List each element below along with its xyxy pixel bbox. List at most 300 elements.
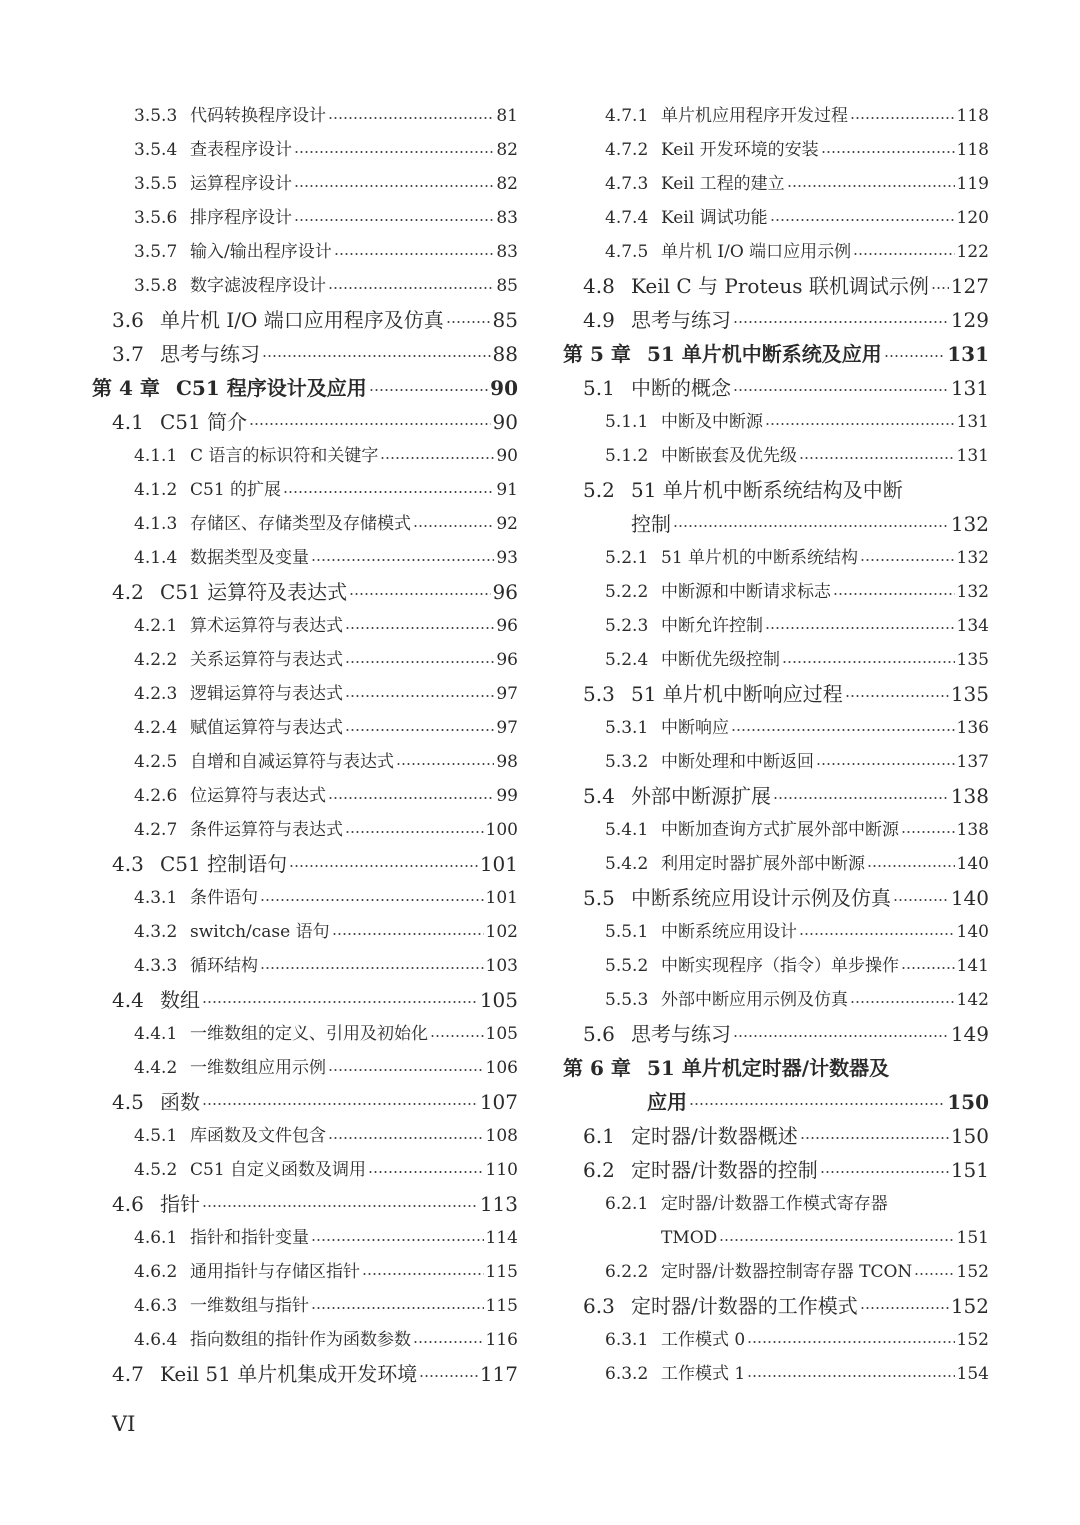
toc-entry-page: 131 [950, 376, 989, 400]
dot-leader [731, 727, 955, 733]
toc-entry [92, 1187, 518, 1221]
toc-entry-page: 90 [490, 376, 518, 400]
toc-entry-title: 指针和指针变量 [190, 1228, 309, 1248]
dot-leader [294, 217, 494, 223]
toc-entry-page: 140 [956, 854, 989, 874]
toc-entry [92, 745, 518, 779]
toc-entry-page: 131 [947, 342, 989, 366]
dot-leader [860, 1305, 949, 1311]
toc-entry-number: 4.5 [112, 1090, 144, 1114]
dot-leader [845, 693, 949, 699]
toc-entry-page: 101 [479, 852, 518, 876]
toc-entry [563, 541, 989, 575]
toc-entry-title: 循环结构 [190, 956, 258, 976]
toc-entry [92, 813, 518, 847]
dot-leader [262, 353, 491, 359]
toc-entry-title: 定时器/计数器的控制 [631, 1158, 818, 1182]
toc-entry-title: C51 程序设计及应用 [176, 376, 367, 400]
toc-entry-page: 149 [950, 1022, 989, 1046]
toc-entry [92, 983, 518, 1017]
toc-entry-title: 一维数组应用示例 [190, 1058, 326, 1078]
toc-entry-page: 140 [956, 922, 989, 942]
toc-entry-number: 3.5.7 [134, 242, 178, 262]
toc-entry-title: 库函数及文件包含 [190, 1126, 326, 1146]
toc-entry-number: 5.3.1 [605, 718, 649, 738]
dot-leader [816, 761, 955, 767]
toc-entry-title: 查表程序设计 [190, 140, 292, 160]
toc-entry-number: 6.3 [583, 1294, 615, 1318]
toc-entry [563, 813, 989, 847]
toc-entry [92, 949, 518, 983]
dot-leader [311, 1305, 484, 1311]
dot-leader [833, 591, 955, 597]
toc-entry [92, 1085, 518, 1119]
toc-entry [563, 1221, 989, 1255]
dot-leader [787, 183, 955, 189]
toc-entry-page: 116 [485, 1330, 518, 1350]
toc-entry [92, 609, 518, 643]
toc-entry-number: 4.6 [112, 1192, 144, 1216]
dot-leader [820, 1169, 949, 1175]
toc-entry-number: 4.2.4 [134, 718, 178, 738]
toc-entry [563, 881, 989, 915]
toc-entry-title: 条件运算符与表达式 [190, 820, 343, 840]
toc-entry [92, 1017, 518, 1051]
toc-entry-page: 113 [479, 1192, 518, 1216]
toc-entry-number: 5.4.2 [605, 854, 649, 874]
toc-entry-number: 4.3.2 [134, 922, 178, 942]
dot-leader [294, 183, 494, 189]
dot-leader [311, 1237, 484, 1243]
toc-entry-title: 中断嵌套及优先级 [661, 446, 797, 466]
toc-entry-page: 132 [956, 582, 989, 602]
toc-entry-page: 90 [496, 446, 518, 466]
toc-entry-title: 51 单片机中断系统及应用 [647, 342, 882, 366]
toc-entry [92, 337, 518, 371]
dot-leader [328, 795, 494, 801]
toc-entry-number: 4.4 [112, 988, 144, 1012]
toc-entry [563, 473, 989, 507]
toc-entry-title: 关系运算符与表达式 [190, 650, 343, 670]
toc-entry-number: 4.2 [112, 580, 144, 604]
toc-entry [563, 507, 989, 541]
toc-entry-title: 中断允许控制 [661, 616, 763, 636]
toc-entry-page: 135 [950, 682, 989, 706]
toc-entry-number: 3.5.4 [134, 140, 178, 160]
toc-entry-title: TMOD [661, 1228, 718, 1248]
toc-entry-title: 运算程序设计 [190, 174, 292, 194]
toc-entry-title: 中断响应 [661, 718, 729, 738]
toc-entry-title: 数据类型及变量 [190, 548, 309, 568]
toc-entry-number: 5.3.2 [605, 752, 649, 772]
toc-entry [92, 1323, 518, 1357]
dot-leader [850, 999, 955, 1005]
toc-entry-number: 5.5.1 [605, 922, 649, 942]
toc-entry [92, 473, 518, 507]
dot-leader [328, 1135, 484, 1141]
toc-entry-number: 5.6 [583, 1022, 615, 1046]
toc-entry [563, 779, 989, 813]
toc-entry-number: 4.3.3 [134, 956, 178, 976]
toc-entry-page: 96 [496, 616, 518, 636]
toc-entry [92, 167, 518, 201]
toc-entry-page: 150 [947, 1090, 989, 1114]
toc-entry-number: 3.5.5 [134, 174, 178, 194]
toc-entry [563, 949, 989, 983]
toc-entry-title: 工作模式 1 [661, 1364, 746, 1384]
toc-entry [563, 1323, 989, 1357]
toc-entry-page: 97 [496, 718, 518, 738]
toc-entry-page: 131 [956, 412, 989, 432]
toc-entry-title: 输入/输出程序设计 [190, 242, 332, 262]
toc-entry-title: 代码转换程序设计 [190, 106, 326, 126]
toc-entry-page: 138 [956, 820, 989, 840]
toc-entry-title: 逻辑运算符与表达式 [190, 684, 343, 704]
toc-entry-title: 定时器/计数器控制寄存器 TCON [661, 1262, 913, 1282]
dot-leader [368, 1169, 484, 1175]
dot-leader [260, 897, 484, 903]
toc-entry-page: 83 [496, 242, 518, 262]
toc-entry-number: 5.3 [583, 682, 615, 706]
dot-leader [860, 557, 955, 563]
toc-entry-number: 4.6.1 [134, 1228, 178, 1248]
toc-entry-title: 中断优先级控制 [661, 650, 780, 670]
toc-entry-page: 105 [479, 988, 518, 1012]
toc-entry-number: 4.3.1 [134, 888, 178, 908]
toc-entry [92, 541, 518, 575]
toc-entry-number: 6.2.2 [605, 1262, 649, 1282]
toc-entry-page: 132 [950, 512, 989, 536]
toc-entry-number: 4.6.3 [134, 1296, 178, 1316]
toc-entry-title: C51 自定义函数及调用 [190, 1160, 367, 1180]
toc-entry [563, 677, 989, 711]
toc-entry-title: Keil 工程的建立 [661, 174, 785, 194]
toc-entry-title: 条件语句 [190, 888, 258, 908]
toc-entry-title: 中断加查询方式扩展外部中断源 [661, 820, 899, 840]
toc-entry-page: 82 [496, 174, 518, 194]
dot-leader [328, 115, 494, 121]
toc-entry-title: 算术运算符与表达式 [190, 616, 343, 636]
toc-entry [563, 269, 989, 303]
dot-leader [345, 693, 494, 699]
dot-leader [850, 115, 955, 121]
toc-entry-number: 第 4 章 [92, 376, 160, 400]
toc-entry-page: 142 [956, 990, 989, 1010]
toc-entry-page: 129 [950, 308, 989, 332]
toc-entry-title: 51 单片机中断系统结构及中断 [631, 478, 903, 502]
toc-entry [92, 371, 518, 405]
toc-entry-number: 4.1.4 [134, 548, 178, 568]
dot-leader [202, 1101, 478, 1107]
toc-entry-number: 6.3.2 [605, 1364, 649, 1384]
toc-entry [563, 847, 989, 881]
toc-entry-number: 5.5.3 [605, 990, 649, 1010]
toc-entry-title: 指针 [160, 1192, 200, 1216]
toc-entry [563, 201, 989, 235]
toc-entry-title: 定时器/计数器的工作模式 [631, 1294, 858, 1318]
toc-entry [563, 99, 989, 133]
toc-entry-number: 5.5.2 [605, 956, 649, 976]
toc-entry-page: 82 [496, 140, 518, 160]
toc-entry-title: 中断及中断源 [661, 412, 763, 432]
toc-entry-page: 100 [485, 820, 518, 840]
toc-entry-page: 114 [485, 1228, 518, 1248]
toc-entry-title: 51 单片机中断响应过程 [631, 682, 843, 706]
toc-entry-number: 5.2.3 [605, 616, 649, 636]
toc-entry-number: 3.6 [112, 308, 144, 332]
toc-entry-title: 工作模式 0 [661, 1330, 746, 1350]
dot-leader [673, 523, 949, 529]
dot-leader [311, 557, 494, 563]
toc-entry-title: 51 单片机的中断系统结构 [661, 548, 859, 568]
toc-entry-page: 105 [485, 1024, 518, 1044]
toc-entry [92, 1289, 518, 1323]
toc-entry-number: 4.5.2 [134, 1160, 178, 1180]
toc-entry [92, 915, 518, 949]
toc-entry-page: 88 [492, 342, 518, 366]
toc-entry [563, 1289, 989, 1323]
toc-entry [92, 1119, 518, 1153]
dot-leader [867, 863, 955, 869]
toc-entry-page: 150 [950, 1124, 989, 1148]
toc-entry [92, 1153, 518, 1187]
toc-entry-page: 93 [496, 548, 518, 568]
toc-right-column [563, 99, 989, 1391]
toc-entry-number: 4.7 [112, 1362, 144, 1386]
toc-entry-number: 3.5.3 [134, 106, 178, 126]
toc-entry-number: 4.7.3 [605, 174, 649, 194]
dot-leader [202, 1203, 478, 1209]
toc-entry [563, 133, 989, 167]
dot-leader [689, 1101, 945, 1107]
toc-entry [92, 847, 518, 881]
toc-entry [563, 983, 989, 1017]
toc-entry-number: 4.9 [583, 308, 615, 332]
toc-entry-number: 5.1.1 [605, 412, 649, 432]
dot-leader [901, 965, 955, 971]
toc-entry-title: 中断系统应用设计 [661, 922, 797, 942]
toc-entry-title: 自增和自减运算符与表达式 [190, 752, 394, 772]
dot-leader [294, 149, 494, 155]
toc-entry-page: 107 [479, 1090, 518, 1114]
toc-entry [563, 1085, 989, 1119]
toc-entry-title: 控制 [631, 512, 671, 536]
dot-leader [345, 625, 494, 631]
dot-leader [765, 421, 955, 427]
dot-leader [332, 931, 484, 937]
toc-entry-title: 赋值运算符与表达式 [190, 718, 343, 738]
toc-entry-title: 外部中断应用示例及仿真 [661, 990, 848, 1010]
toc-entry-title: 思考与练习 [160, 342, 260, 366]
toc-entry-title: Keil C 与 Proteus 联机调试示例 [631, 274, 929, 298]
toc-entry-number: 4.1.1 [134, 446, 178, 466]
toc-entry-page: 96 [492, 580, 518, 604]
toc-entry-title: 一维数组的定义、引用及初始化 [190, 1024, 428, 1044]
toc-entry-page: 96 [496, 650, 518, 670]
toc-entry-page: 141 [956, 956, 989, 976]
toc-entry-page: 152 [956, 1330, 989, 1350]
toc-entry [563, 439, 989, 473]
dot-leader [289, 863, 478, 869]
toc-entry [92, 1357, 518, 1391]
dot-leader [747, 1339, 954, 1345]
toc-entry-number: 5.2.1 [605, 548, 649, 568]
toc-entry-page: 120 [956, 208, 989, 228]
toc-entry [563, 575, 989, 609]
toc-entry [563, 1051, 989, 1085]
toc-entry-title: C51 的扩展 [190, 480, 282, 500]
dot-leader [283, 489, 494, 495]
toc-entry [92, 133, 518, 167]
toc-entry-page: 115 [485, 1262, 518, 1282]
toc-entry-page: 85 [492, 308, 518, 332]
toc-entry-page: 136 [956, 718, 989, 738]
toc-entry [563, 337, 989, 371]
toc-entry-page: 119 [956, 174, 989, 194]
dot-leader [719, 1237, 954, 1243]
toc-entry-number: 4.1 [112, 410, 144, 434]
toc-entry-page: 81 [496, 106, 518, 126]
toc-entry-title: 数组 [160, 988, 200, 1012]
toc-entry-title: 指向数组的指针作为函数参数 [190, 1330, 411, 1350]
toc-entry-title: switch/case 语句 [190, 922, 330, 942]
toc-entry-number: 4.2.7 [134, 820, 178, 840]
toc-entry [92, 507, 518, 541]
toc-entry [92, 405, 518, 439]
toc-entry-number: 4.7.4 [605, 208, 649, 228]
toc-entry [92, 677, 518, 711]
toc-entry-title: C51 简介 [160, 410, 248, 434]
toc-entry-number: 5.2 [583, 478, 615, 502]
dot-leader [362, 1271, 484, 1277]
toc-entry-title: 数字滤波程序设计 [190, 276, 326, 296]
toc-entry-number: 3.5.8 [134, 276, 178, 296]
toc-entry-title: 位运算符与表达式 [190, 786, 326, 806]
toc-entry-title: 利用定时器扩展外部中断源 [661, 854, 865, 874]
toc-entry-title: 单片机 I/O 端口应用程序及仿真 [160, 308, 444, 332]
toc-entry [563, 1119, 989, 1153]
dot-leader [799, 455, 955, 461]
dot-leader [419, 1373, 478, 1379]
toc-entry-number: 4.2.6 [134, 786, 178, 806]
dot-leader [901, 829, 955, 835]
dot-leader [202, 999, 478, 1005]
toc-entry-page: 108 [485, 1126, 518, 1146]
toc-entry-number: 4.2.5 [134, 752, 178, 772]
toc-entry-page: 122 [956, 242, 989, 262]
toc-entry-number: 6.2.1 [605, 1194, 649, 1214]
dot-leader [396, 761, 494, 767]
toc-entry-number: 5.4 [583, 784, 615, 808]
toc-entry [563, 711, 989, 745]
toc-entry-page: 154 [956, 1364, 989, 1384]
toc-entry [563, 1017, 989, 1051]
toc-entry-number: 5.1.2 [605, 446, 649, 466]
toc-entry-number: 4.6.2 [134, 1262, 178, 1282]
dot-leader [799, 931, 955, 937]
toc-entry [92, 235, 518, 269]
toc-entry-number: 3.7 [112, 342, 144, 366]
toc-entry-page: 152 [956, 1262, 989, 1282]
toc-entry [92, 439, 518, 473]
dot-leader [345, 727, 494, 733]
toc-entry [563, 235, 989, 269]
toc-entry-number: 5.1 [583, 376, 615, 400]
toc-entry-page: 118 [956, 140, 989, 160]
toc-entry-page: 134 [956, 616, 989, 636]
toc-entry-number: 4.7.5 [605, 242, 649, 262]
toc-entry-title: C51 运算符及表达式 [160, 580, 348, 604]
dot-leader [773, 795, 949, 801]
dot-leader [733, 319, 949, 325]
toc-entry-number: 6.2 [583, 1158, 615, 1182]
toc-entry-number: 第 6 章 [563, 1056, 631, 1080]
toc-entry-page: 101 [485, 888, 518, 908]
toc-entry-page: 132 [956, 548, 989, 568]
toc-entry-title: Keil 开发环境的安装 [661, 140, 819, 160]
toc-entry [92, 1051, 518, 1085]
dot-leader [853, 251, 954, 257]
toc-entry-page: 117 [479, 1362, 518, 1386]
toc-entry [563, 405, 989, 439]
toc-entry-number: 4.5.1 [134, 1126, 178, 1146]
toc-entry-number: 第 5 章 [563, 342, 631, 366]
toc-entry-title: 中断源和中断请求标志 [661, 582, 831, 602]
toc-entry-title: 外部中断源扩展 [631, 784, 771, 808]
toc-entry-number: 4.1.2 [134, 480, 178, 500]
toc-entry-page: 110 [485, 1160, 518, 1180]
toc-entry [563, 167, 989, 201]
toc-entry-page: 140 [950, 886, 989, 910]
toc-entry [563, 745, 989, 779]
toc-entry-title: 定时器/计数器概述 [631, 1124, 798, 1148]
toc-entry-number: 4.8 [583, 274, 615, 298]
toc-entry-page: 103 [485, 956, 518, 976]
dot-leader [733, 387, 949, 393]
toc-entry-title: 排序程序设计 [190, 208, 292, 228]
toc-entry [92, 201, 518, 235]
dot-leader [334, 251, 495, 257]
dot-leader [349, 591, 490, 597]
dot-leader [893, 897, 949, 903]
toc-entry-number: 4.4.1 [134, 1024, 178, 1044]
toc-entry-number: 4.3 [112, 852, 144, 876]
toc-left-column [92, 99, 518, 1391]
toc-entry-number: 6.3.1 [605, 1330, 649, 1350]
dot-leader [380, 455, 494, 461]
dot-leader [770, 217, 955, 223]
dot-leader [931, 285, 949, 291]
toc-entry-title: 存储区、存储类型及存储模式 [190, 514, 411, 534]
toc-entry [92, 643, 518, 677]
toc-entry-page: 92 [496, 514, 518, 534]
toc-entry-number: 3.5.6 [134, 208, 178, 228]
toc-entry-page: 90 [492, 410, 518, 434]
toc-entry-page: 85 [496, 276, 518, 296]
toc-entry-number: 4.7.2 [605, 140, 649, 160]
toc-entry [92, 711, 518, 745]
dot-leader [328, 285, 494, 291]
toc-entry-page: 152 [950, 1294, 989, 1318]
toc-entry-number: 5.2.2 [605, 582, 649, 602]
toc-entry-page: 137 [956, 752, 989, 772]
toc-entry [563, 1153, 989, 1187]
dot-leader [249, 421, 490, 427]
toc-entry [92, 303, 518, 337]
toc-entry-number: 6.1 [583, 1124, 615, 1148]
toc-entry-title: 函数 [160, 1090, 200, 1114]
dot-leader [765, 625, 955, 631]
